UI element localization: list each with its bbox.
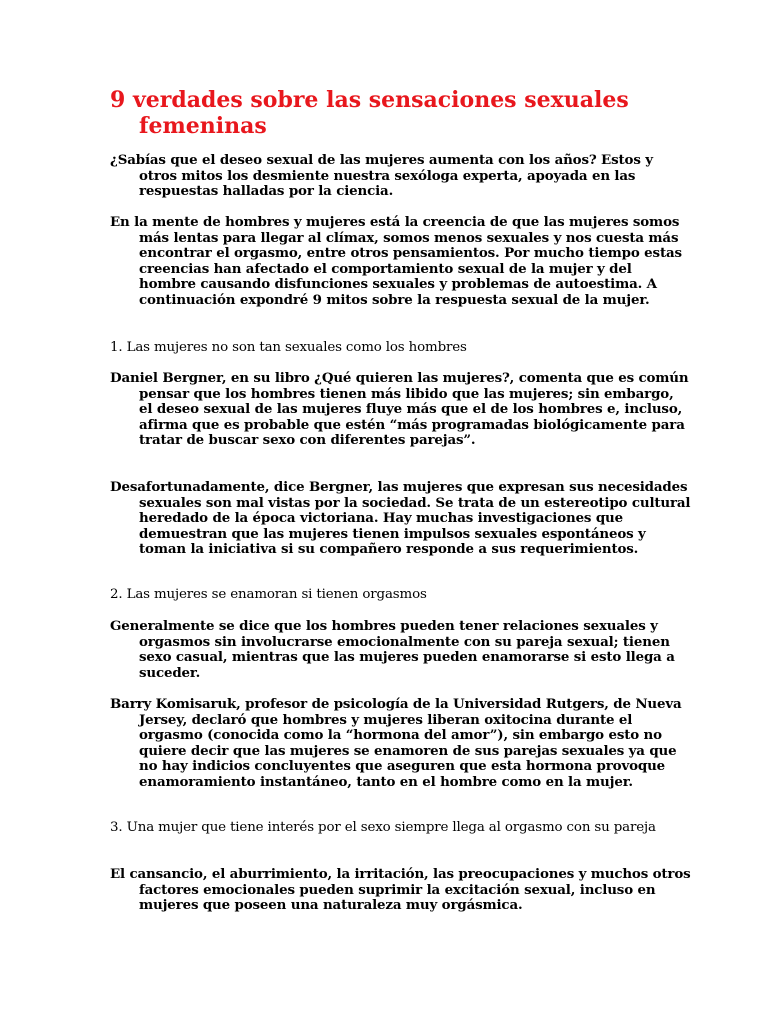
myth-3-paragraph-1: El cansancio, el aburrimiento, la irritación, las preocupaciones y muchos otros factores emocionales pueden suprimir la excitación sexual, incluso en mujeres que poseen una naturaleza muy orgásmica.	[110, 866, 691, 914]
article-title: 9 verdades sobre las sensaciones sexuales femeninas	[110, 87, 629, 139]
myth-2-heading: 2. Las mujeres se enamoran si tienen orgasmos	[110, 587, 427, 602]
intro-paragraph: ¿Sabías que el deseo sexual de las mujeres aumenta con los años? Estos y otros mitos los desmiente nuestra sexóloga experta, apoyada en las respuestas halladas por la ciencia.	[110, 152, 653, 200]
myth-3-heading: 3. Una mujer que tiene interés por el sexo siempre llega al orgasmo con su pareja	[110, 820, 656, 835]
myth-2-paragraph-1: Generalmente se dice que los hombres pueden tener relaciones sexuales y orgasmos sin involucrarse emocionalmente con su pareja sexual; tienen sexo casual, mientras que las mujeres pueden enamorarse si esto llega a suceder.	[110, 618, 675, 681]
context-paragraph: En la mente de hombres y mujeres está la creencia de que las mujeres somos más lentas para llegar al clímax, somos menos sexuales y nos cuesta más encontrar el orgasmo, entre otros pensamientos. Por mucho tiempo estas creencias han afectado el comportamiento sexual de la mujer y del hombre causando disfunciones sexuales y problemas de autoestima. A continuación expondré 9 mitos sobre la respuesta sexual de la mujer.	[110, 214, 682, 308]
myth-1-heading: 1. Las mujeres no son tan sexuales como los hombres	[110, 340, 467, 355]
myth-1-paragraph-2: Desafortunadamente, dice Bergner, las mujeres que expresan sus necesidades sexuales son mal vistas por la sociedad. Se trata de un estereotipo cultural heredado de la época victoriana. Hay muchas investigaciones que demuestran que las mujeres tienen impulsos sexuales espontáneos y toman la iniciativa si su compañero responde a sus requerimientos.	[110, 479, 691, 558]
myth-1-paragraph-1: Daniel Bergner, en su libro ¿Qué quieren las mujeres?, comenta que es común pensar que los hombres tienen más libido que las mujeres; sin embargo, el deseo sexual de las mujeres fluye más que el de los hombres e, incluso, afirma que es probable que estén “más programadas biológicamente para tratar de buscar sexo con diferentes parejas”.	[110, 370, 689, 449]
myth-2-paragraph-2: Barry Komisaruk, profesor de psicología de la Universidad Rutgers, de Nueva Jersey, declaró que hombres y mujeres liberan oxitocina durante el orgasmo (conocida como la “hormona del amor”), sin embargo esto no quiere decir que las mujeres se enamoren de sus parejas sexuales ya que no hay indicios concluyentes que aseguren que esta hormona provoque enamoramiento instantáneo, tanto en el hombre como en la mujer.	[110, 696, 682, 790]
